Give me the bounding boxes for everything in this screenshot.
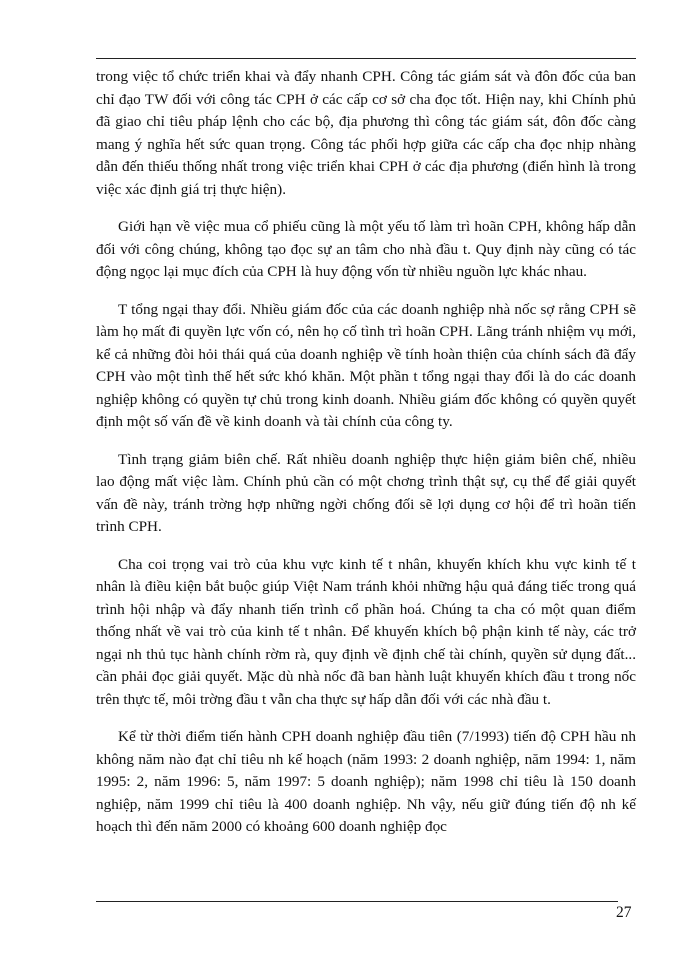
footer-rule bbox=[96, 901, 618, 902]
paragraph: Cha coi trọng vai trò của khu vực kinh tế t nhân, khuyến khích khu vực kinh tế t nhân là điều kiện bắt buộc giúp Việt Nam tránh khỏi những hậu quả đáng tiếc trong quá trình hội nhập và đẩy nhanh tiến trình cổ phần hoá. Chúng ta cha có một quan điểm thống nhất về vai trò của kinh tế t nhân. Để khuyến khích bộ phận kinh tế này, các trở ngại nh thủ tục hành chính rờm rà, quy định về định chế tài chính, quyền sử dụng đất... cần phải đọc giải quyết. Mặc dù nhà nốc đã ban hành luật khuyến khích đầu t trong nốc trên thực tế, môi trờng đầu t vẫn cha thực sự hấp dẫn đối với các nhà đầu t. bbox=[96, 555, 636, 708]
paragraph: trong việc tổ chức triển khai và đẩy nhanh CPH. Công tác giám sát và đôn đốc của ban chỉ đạo TW đối với công tác CPH ở các cấp cơ sở cha đọc tốt. Hiện nay, khi Chính phủ đã giao chỉ tiêu pháp lệnh cho các bộ, địa phương thì công tác giám sát, đôn đốc càng mang ý nghĩa hết sức quan trọng. Công tác phối hợp giữa các cấp cha đọc nhịp nhàng dẫn đến thiếu thống nhất trong việc triển khai CPH ở các địa phương (điển hình là trong việc xác định giá trị thực hiện). bbox=[96, 68, 636, 198]
header-rule bbox=[96, 58, 636, 59]
paragraph: Giới hạn về việc mua cổ phiếu cũng là một yếu tố làm trì hoãn CPH, không hấp dẫn đối với công chúng, không tạo đọc sự an tâm cho nhà đầu t. Quy định này cũng có tác động ngọc lại mục đích của CPH là huy động vốn từ nhiều nguồn lực khác nhau. bbox=[96, 218, 636, 280]
paragraph: Tình trạng giảm biên chế. Rất nhiều doanh nghiệp thực hiện giảm biên chế, nhiều lao động mất việc làm. Chính phủ cần có một chơng trình thật sự, cụ thể để giải quyết vấn đề này, tránh trờng hợp những ngời chống đối sẽ lợi dụng cơ hội để trì hoãn tiến trình CPH. bbox=[96, 450, 636, 535]
document-body bbox=[96, 66, 636, 854]
paragraph: T tổng ngại thay đổi. Nhiều giám đốc của các doanh nghiệp nhà nốc sợ rằng CPH sẽ làm họ mất đi quyền lực vốn có, nên họ cố tình trì hoãn CPH. Lãng tránh nhiệm vụ mới, kể cả những đòi hỏi thái quá của doanh nghiệp về tính hoàn thiện của chính sách đã đẩy CPH vào một tình thế hết sức khó khăn. Một phần t tổng ngại thay đổi là do các doanh nghiệp không có quyền tự chủ trong kinh doanh. Nhiều giám đốc không có quyền quyết định một số vấn đề về kinh doanh và tài chính của công ty. bbox=[96, 300, 636, 430]
paragraph: Kể từ thời điểm tiến hành CPH doanh nghiệp đầu tiên (7/1993) tiến độ CPH hầu nh không năm nào đạt chỉ tiêu nh kế hoạch (năm 1993: 2 doanh nghiệp, năm 1994: 1, năm 1995: 2, năm 1996: 5, năm 1997: 5 doanh nghiệp); năm 1998 chỉ tiêu là 150 doanh nghiệp, năm 1999 chỉ tiêu là 400 doanh nghiệp. Nh vậy, nếu giữ đúng tiến độ nh kế hoạch thì đến năm 2000 có khoảng 600 doanh nghiệp đọc bbox=[96, 728, 636, 835]
page-number: 27 bbox=[616, 904, 632, 921]
